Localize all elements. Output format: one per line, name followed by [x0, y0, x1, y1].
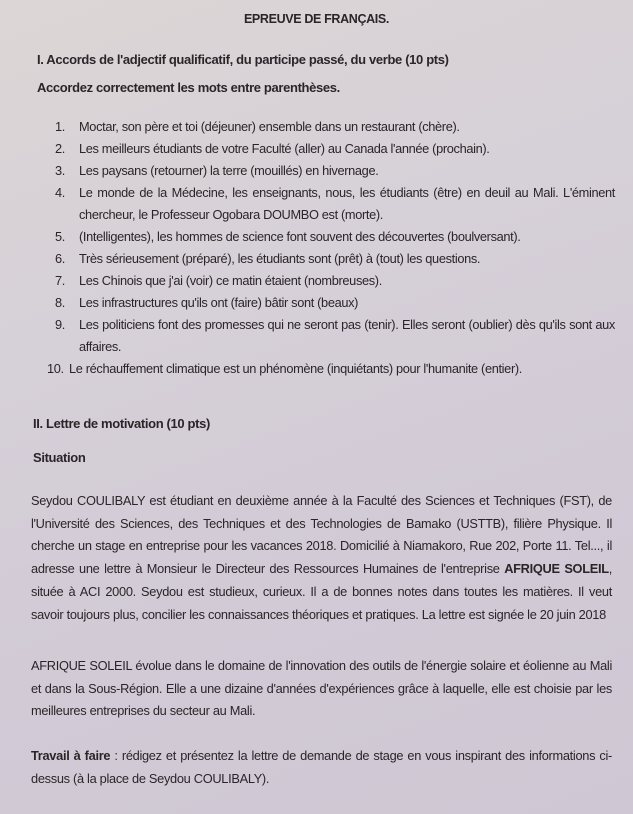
item-text: Les infrastructures qu'ils ont (faire) bâtir sont (beaux)	[79, 295, 359, 310]
list-item	[47, 358, 615, 380]
item-text: Le réchauffement climatique est un phénomène (inquiétants) pour l'humanite (entier).	[69, 361, 522, 376]
item-number: 3.	[55, 163, 65, 178]
situation-paragraph	[31, 490, 612, 626]
list-item	[55, 292, 615, 314]
section-1-heading: I. Accords de l'adjectif qualificatif, du participe passé, du verbe (10 pts)	[37, 52, 449, 67]
item-number: 6.	[55, 251, 65, 266]
paragraph-text: , située à ACI 2000. Seydou est studieux, curieux. Il a de bonnes notes dans toutes les matières. Il veut savoir toujours plus, concilier les connaissances théoriques et pratiques. La lettre est signée le 20 juin 2018	[31, 561, 612, 622]
company-name: AFRIQUE SOLEIL	[504, 561, 609, 577]
item-text: Les Chinois que j'ai (voir) ce matin étaient (nombreuses).	[79, 273, 382, 288]
item-text: Les meilleurs étudiants de votre Faculté (aller) au Canada l'année (prochain).	[79, 141, 490, 156]
task-label: Travail à faire	[31, 748, 111, 763]
item-number: 9.	[55, 317, 65, 332]
task-paragraph	[31, 745, 612, 790]
section-2-heading: II. Lettre de motivation (10 pts)	[33, 416, 210, 431]
item-number: 10.	[47, 361, 64, 376]
list-item	[55, 314, 615, 358]
list-item	[55, 270, 615, 292]
section-1-instruction: Accordez correctement les mots entre parenthèses.	[37, 80, 340, 95]
item-number: 4.	[55, 185, 65, 200]
list-item	[55, 138, 615, 160]
list-item	[55, 182, 615, 226]
task-text: : rédigez et présentez la lettre de demande de stage en vous inspirant des informations ci-dessus (à la place de Seydou COULIBALY).	[31, 748, 613, 786]
paragraph-text: Seydou COULIBALY est étudiant en deuxième année à la Faculté des Sciences et Techniques (FST), de l'Université des Sciences, des Techniques et des Technologies de Bamako (USTTB), filière Physique. Il cherche un stage en entreprise pour les vacances 2018. Domicilié à Niamakoro, Rue 202, Porte 11. Tel..., il adresse une lettre à Monsieur le Directeur des Ressources Humaines de l'entreprise	[31, 493, 612, 577]
document-title: EPREUVE DE FRANÇAIS.	[243, 12, 390, 26]
list-item	[55, 248, 615, 270]
situation-label: Situation	[33, 450, 86, 465]
item-text: Les paysans (retourner) la terre (mouillés) en hivernage.	[79, 163, 379, 178]
item-text: Moctar, son père et toi (déjeuner) ensemble dans un restaurant (chère).	[79, 119, 460, 134]
item-number: 7.	[55, 273, 65, 288]
list-item	[55, 226, 615, 248]
item-number: 2.	[55, 141, 65, 156]
exercise-list	[47, 116, 615, 380]
item-number: 1.	[55, 119, 65, 134]
item-text: Le monde de la Médecine, les enseignants, nous, les étudiants (être) en deuil au Mali. L'éminent chercheur, le Professeur Ogobara DOUMBO est (morte).	[79, 185, 615, 222]
item-text: Les politiciens font des promesses qui ne seront pas (tenir). Elles seront (oublier) dès qu'ils sont aux affaires.	[79, 317, 615, 354]
item-number: 5.	[55, 229, 65, 244]
list-item	[55, 160, 615, 182]
item-text: Très sérieusement (préparé), les étudiants sont (prêt) à (tout) les questions.	[79, 251, 481, 266]
item-number: 8.	[55, 295, 65, 310]
list-item	[55, 116, 615, 138]
company-paragraph: AFRIQUE SOLEIL évolue dans le domaine de l'innovation des outils de l'énergie solaire et éolienne au Mali et dans la Sous-Région. Elle a une dizaine d'années d'expériences grâce à laquelle, elle est choisie par les meilleures entreprises du secteur au Mali.	[31, 658, 612, 719]
item-text: (Intelligentes), les hommes de science font souvent des découvertes (boulversant).	[79, 229, 521, 244]
